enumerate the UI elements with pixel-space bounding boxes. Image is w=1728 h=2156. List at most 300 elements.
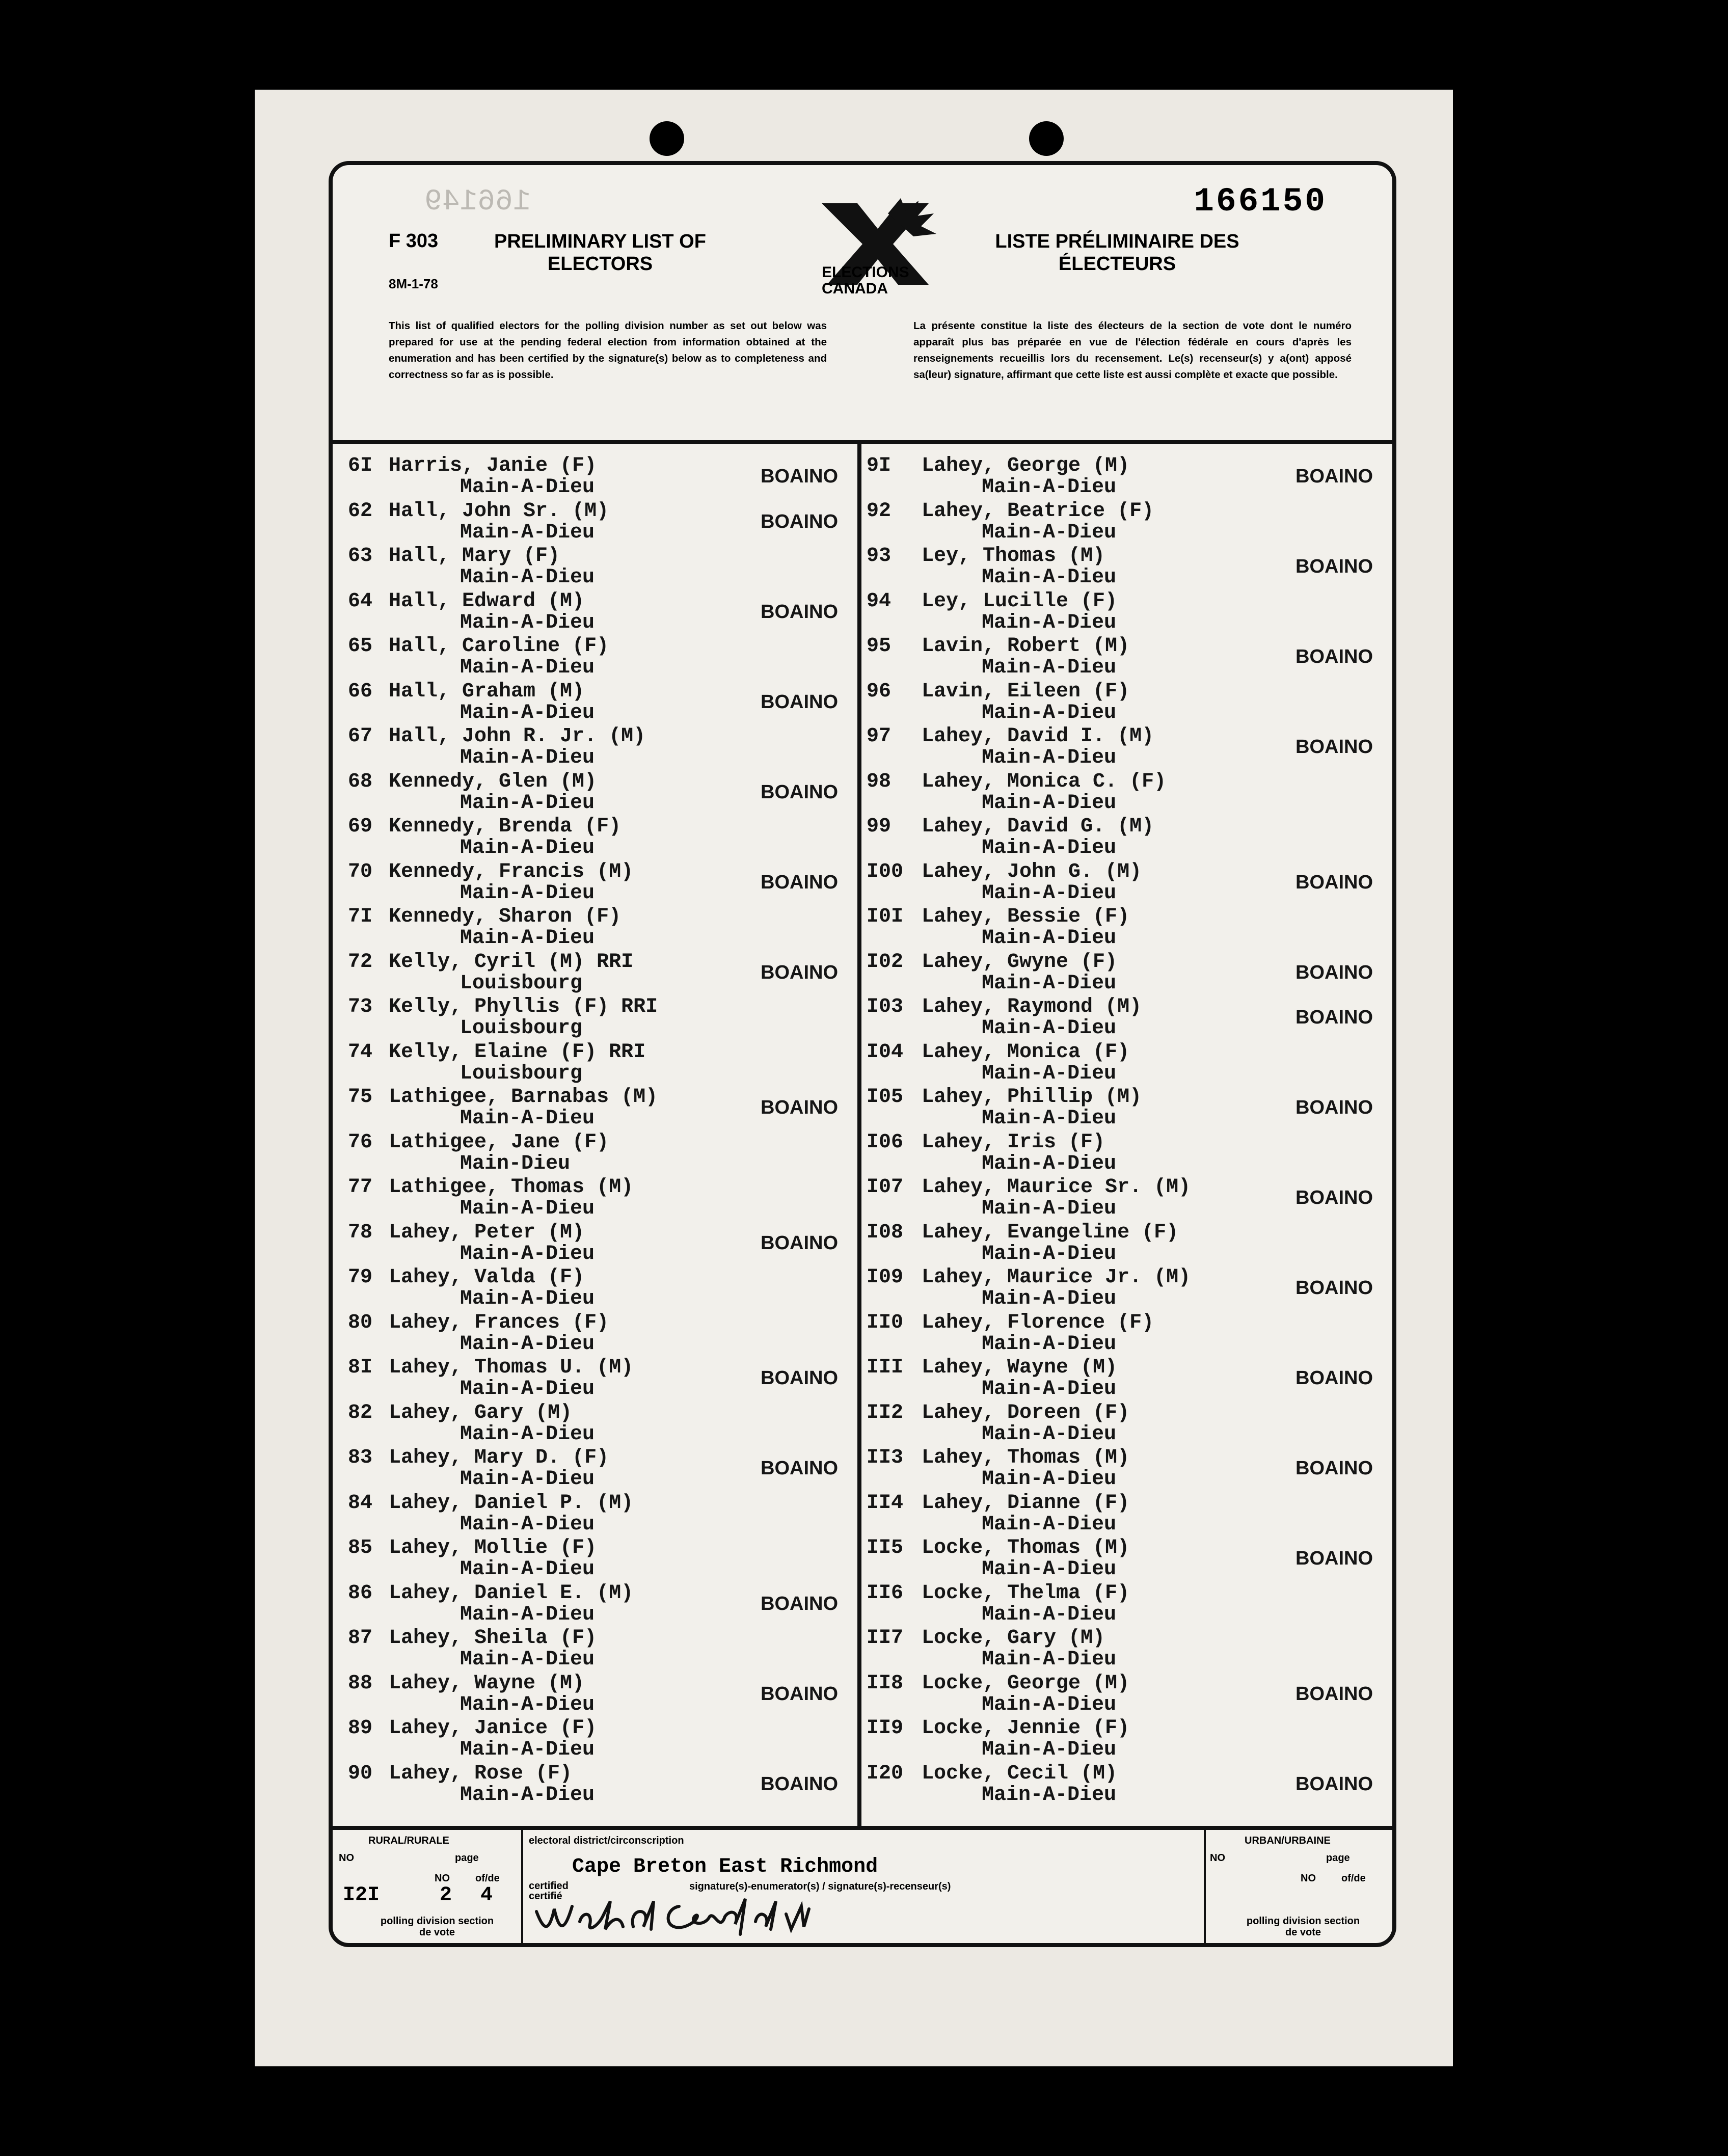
elector-name: Lahey, Thomas (M) [922, 1446, 1130, 1469]
certified-label: certified certifié [529, 1880, 569, 1902]
polling-division-label: polling division section de vote [380, 1916, 494, 1938]
elector-row [861, 769, 1392, 814]
page-total: 4 [480, 1884, 493, 1907]
elector-number: I05 [867, 1086, 904, 1109]
elector-address: Main-A-Dieu [460, 837, 595, 859]
elector-name: Lahey, David I. (M) [922, 725, 1154, 748]
elector-address: Main-A-Dieu [460, 521, 595, 544]
elector-name: Lahey, Beatrice (F) [922, 499, 1154, 523]
elector-code: BOAINO [761, 1097, 838, 1118]
elector-row [333, 724, 857, 769]
elector-row [861, 1040, 1392, 1085]
logo-text: ELECTIONS CANADA [822, 264, 909, 297]
elector-name: Lahey, Phillip (M) [922, 1086, 1142, 1109]
rural-page-no-label: NO [435, 1873, 450, 1884]
elector-row [333, 1761, 857, 1806]
urban-page-no-label: NO [1301, 1873, 1316, 1884]
elector-code: BOAINO [761, 871, 838, 893]
elector-name: Lahey, Dianne (F) [922, 1491, 1130, 1515]
form-date: 8M-1-78 [389, 276, 438, 291]
urban-label: URBAN/URBAINE [1245, 1835, 1331, 1846]
elector-address: Main-A-Dieu [982, 1197, 1117, 1220]
elector-address: Main-A-Dieu [460, 1603, 595, 1626]
elector-name: Lahey, Wayne (M) [389, 1672, 585, 1695]
elector-row [333, 769, 857, 814]
elector-number: 64 [348, 589, 373, 613]
elector-name: Kelly, Cyril (M) RRI [389, 950, 634, 974]
elector-name: Lavin, Robert (M) [922, 635, 1130, 658]
form-header [333, 165, 1392, 444]
elector-number: II7 [867, 1627, 904, 1650]
elector-code: BOAINO [1295, 1458, 1373, 1479]
elector-name: Lahey, Florence (F) [922, 1311, 1154, 1334]
elector-number: 94 [867, 589, 892, 613]
elector-number: 93 [867, 545, 892, 568]
elector-number: 63 [348, 545, 373, 568]
elector-number: III [867, 1356, 904, 1379]
elector-name: Lahey, Janice (F) [389, 1717, 597, 1740]
elector-name: Lahey, Evangeline (F) [922, 1221, 1179, 1244]
elector-name: Lahey, Monica (F) [922, 1040, 1130, 1064]
document-sheet [255, 90, 1453, 2066]
elector-number: II5 [867, 1537, 904, 1559]
elector-name: Hall, Mary (F) [389, 545, 560, 568]
elector-name: Kennedy, Glen (M) [389, 770, 597, 793]
serial-number: 166150 [1194, 182, 1327, 221]
elector-name: Lathigee, Thomas (M) [389, 1176, 634, 1199]
note-french: La présente constitue la liste des électeurs de la section de vote dont le numéro apparaît plus bas préparée en vue de l'élection fédérale en cours d'après les renseignements recueillis lors du recensement. Le(s) recenseur(s) y a(ont) apposé sa(leur) signature, affirmant que cette liste est aussi complète et exacte que possible. [913, 320, 1352, 381]
elector-address: Main-A-Dieu [460, 1422, 595, 1446]
elector-number: 84 [348, 1491, 373, 1515]
elector-code: BOAINO [1295, 1097, 1373, 1118]
elector-number: 74 [348, 1040, 373, 1064]
elector-row [861, 589, 1392, 634]
elector-address: Main-A-Dieu [982, 1332, 1117, 1356]
elector-address: Main-A-Dieu [982, 701, 1117, 724]
elector-name: Locke, Thomas (M) [922, 1537, 1130, 1559]
elector-row [333, 453, 857, 498]
elector-name: Lahey, Iris (F) [922, 1130, 1105, 1154]
elector-address: Main-A-Dieu [460, 927, 595, 950]
elector-address: Main-A-Dieu [982, 656, 1117, 679]
rural-of-label: of/de [475, 1873, 500, 1884]
elector-row [333, 1400, 857, 1445]
elector-address: Louisbourg [460, 1062, 583, 1085]
elector-row [333, 859, 857, 904]
elector-address: Main-A-Dieu [982, 791, 1117, 815]
elector-row [333, 544, 857, 588]
elector-address: Main-A-Dieu [982, 1422, 1117, 1446]
elector-name: Locke, Cecil (M) [922, 1762, 1118, 1785]
elector-number: I02 [867, 950, 904, 974]
elector-code: BOAINO [761, 1367, 838, 1389]
elector-row [861, 950, 1392, 994]
elector-row [861, 453, 1392, 498]
elector-code: BOAINO [1295, 736, 1373, 758]
elector-row [333, 1626, 857, 1670]
elector-row [861, 1491, 1392, 1535]
elector-row [861, 1130, 1392, 1175]
elector-row [333, 1445, 857, 1490]
elector-row [333, 589, 857, 634]
elector-address: Main-A-Dieu [982, 881, 1117, 905]
elector-name: Hall, Caroline (F) [389, 635, 609, 658]
elector-name: Lahey, Wayne (M) [922, 1356, 1118, 1379]
elector-number: 83 [348, 1446, 373, 1469]
elector-code: BOAINO [761, 781, 838, 803]
elector-number: II2 [867, 1401, 904, 1424]
elector-address: Louisbourg [460, 1017, 583, 1040]
urban-of-label: of/de [1341, 1873, 1366, 1884]
elector-number: 8I [348, 1356, 373, 1379]
elector-number: 97 [867, 725, 892, 748]
elector-address: Main-A-Dieu [460, 1558, 595, 1581]
elector-number: 79 [348, 1266, 373, 1289]
elector-number: 98 [867, 770, 892, 793]
elector-name: Lahey, Mollie (F) [389, 1537, 597, 1559]
elector-row [861, 1671, 1392, 1716]
elector-number: 66 [348, 680, 373, 703]
elector-address: Main-A-Dieu [460, 791, 595, 815]
elector-number: 69 [348, 815, 373, 838]
elector-address: Main-A-Dieu [982, 1738, 1117, 1761]
elector-name: Kennedy, Brenda (F) [389, 815, 622, 838]
elector-address: Main-A-Dieu [460, 1693, 595, 1716]
elector-name: Kelly, Elaine (F) RRI [389, 1040, 646, 1064]
elector-name: Lahey, Gary (M) [389, 1401, 573, 1424]
elector-number: 67 [348, 725, 373, 748]
elector-name: Ley, Lucille (F) [922, 589, 1118, 613]
urban-no-label: NO [1210, 1852, 1225, 1864]
elector-code: BOAINO [1295, 556, 1373, 577]
elector-row [861, 544, 1392, 588]
elector-name: Lahey, Thomas U. (M) [389, 1356, 634, 1379]
elector-row [861, 1265, 1392, 1310]
elector-name: Kelly, Phyllis (F) RRI [389, 995, 658, 1018]
elector-row [861, 499, 1392, 544]
elector-code: BOAINO [761, 1232, 838, 1254]
elector-address: Main-A-Dieu [460, 746, 595, 769]
elector-row [333, 1535, 857, 1580]
district-label: electoral district/circonscription [529, 1835, 684, 1846]
elector-number: I08 [867, 1221, 904, 1244]
elector-number: I04 [867, 1040, 904, 1064]
electors-column-left [333, 444, 861, 1826]
elector-code: BOAINO [761, 961, 838, 983]
elector-address: Main-A-Dieu [460, 1648, 595, 1671]
elector-code: BOAINO [761, 466, 838, 487]
elector-code: BOAINO [1295, 1007, 1373, 1028]
elector-name: Locke, Jennie (F) [922, 1717, 1130, 1740]
elector-number: 73 [348, 995, 373, 1018]
elector-address: Main-A-Dieu [982, 927, 1117, 950]
elector-address: Main-A-Dieu [982, 1152, 1117, 1175]
elector-name: Hall, John Sr. (M) [389, 499, 609, 523]
elector-name: Lahey, Sheila (F) [389, 1627, 597, 1650]
elector-number: II4 [867, 1491, 904, 1515]
elector-row [333, 1491, 857, 1535]
elector-address: Main-A-Dieu [460, 566, 595, 589]
elector-row [333, 1175, 857, 1220]
elector-number: I00 [867, 860, 904, 883]
title-english: PRELIMINARY LIST OF ELECTORS [494, 231, 706, 275]
electors-column-right [861, 444, 1392, 1826]
elector-row [333, 1671, 857, 1716]
elector-row [861, 1581, 1392, 1626]
elector-row [333, 679, 857, 724]
elector-number: 72 [348, 950, 373, 974]
elector-number: 9I [867, 454, 892, 477]
elector-name: Locke, George (M) [922, 1672, 1130, 1695]
elector-row [333, 1265, 857, 1310]
elector-number: 87 [348, 1627, 373, 1650]
elector-row [861, 1355, 1392, 1400]
punch-hole-left [650, 121, 684, 156]
elector-number: 6I [348, 454, 373, 477]
elector-name: Lathigee, Barnabas (M) [389, 1086, 658, 1109]
elector-code: BOAINO [1295, 871, 1373, 893]
elector-name: Lahey, Maurice Jr. (M) [922, 1266, 1191, 1289]
elector-address: Main-A-Dieu [982, 1783, 1117, 1807]
rural-label: RURAL/RURALE [368, 1835, 449, 1846]
punch-hole-right [1029, 121, 1064, 156]
elector-row [333, 1085, 857, 1129]
elector-name: Lahey, Gwyne (F) [922, 950, 1118, 974]
elector-name: Lavin, Eileen (F) [922, 680, 1130, 703]
elector-address: Main-A-Dieu [460, 1107, 595, 1130]
elector-number: 7I [348, 905, 373, 928]
elector-row [861, 904, 1392, 949]
elector-row [861, 724, 1392, 769]
elector-address: Main-A-Dieu [982, 746, 1117, 769]
form-number: F 303 [389, 230, 439, 252]
elector-number: 65 [348, 635, 373, 658]
enumerator-signature [531, 1896, 857, 1937]
elector-name: Ley, Thomas (M) [922, 545, 1105, 568]
elector-address: Main-A-Dieu [982, 1468, 1117, 1491]
elector-name: Lahey, John G. (M) [922, 860, 1142, 883]
elector-address: Main-A-Dieu [982, 611, 1117, 634]
elector-address: Main-A-Dieu [982, 972, 1117, 995]
elector-number: I07 [867, 1176, 904, 1199]
elector-name: Lahey, Bessie (F) [922, 905, 1130, 928]
elector-code: BOAINO [1295, 1187, 1373, 1208]
elector-address: Main-A-Dieu [982, 1378, 1117, 1400]
elector-number: 99 [867, 815, 892, 838]
elector-address: Louisbourg [460, 972, 583, 995]
elector-row [333, 950, 857, 994]
elector-address: Main-A-Dieu [982, 1513, 1117, 1536]
elector-code: BOAINO [761, 1458, 838, 1479]
elector-address: Main-A-Dieu [982, 1287, 1117, 1310]
urban-page-label: page [1326, 1852, 1350, 1864]
elector-row [861, 1761, 1392, 1806]
elector-row [861, 859, 1392, 904]
title-french: LISTE PRÉLIMINAIRE DES ÉLECTEURS [995, 231, 1239, 275]
elector-number: 86 [348, 1581, 373, 1605]
elector-code: BOAINO [761, 601, 838, 623]
elector-number: 82 [348, 1401, 373, 1424]
elector-row [861, 679, 1392, 724]
elector-code: BOAINO [1295, 1277, 1373, 1299]
elector-row [861, 1535, 1392, 1580]
elector-row [333, 1355, 857, 1400]
elector-address: Main-A-Dieu [460, 1287, 595, 1310]
elector-number: 68 [348, 770, 373, 793]
elector-number: 95 [867, 635, 892, 658]
elector-address: Main-A-Dieu [982, 837, 1117, 859]
elector-number: 76 [348, 1130, 373, 1154]
elector-row [861, 1220, 1392, 1265]
elector-name: Lahey, Raymond (M) [922, 995, 1142, 1018]
elector-address: Main-A-Dieu [460, 701, 595, 724]
elector-address: Main-A-Dieu [982, 1107, 1117, 1130]
elector-address: Main-A-Dieu [460, 656, 595, 679]
elector-row [861, 1445, 1392, 1490]
elector-name: Hall, Graham (M) [389, 680, 585, 703]
urban-polling-division-label: polling division section de vote [1246, 1916, 1360, 1938]
elector-address: Main-A-Dieu [982, 566, 1117, 589]
elector-code: BOAINO [1295, 1773, 1373, 1795]
elector-number: II9 [867, 1717, 904, 1740]
elector-address: Main-A-Dieu [460, 1378, 595, 1400]
elector-number: 90 [348, 1762, 373, 1785]
elector-row [861, 1310, 1392, 1355]
elector-name: Hall, John R. Jr. (M) [389, 725, 646, 748]
elector-code: BOAINO [1295, 466, 1373, 487]
elector-row [333, 1130, 857, 1175]
elector-code: BOAINO [761, 1593, 838, 1614]
rural-no-label: NO [339, 1852, 354, 1864]
elector-row [861, 634, 1392, 679]
elector-number: 88 [348, 1672, 373, 1695]
elector-row [861, 1175, 1392, 1220]
elector-row [861, 1716, 1392, 1761]
elector-code: BOAINO [1295, 1548, 1373, 1569]
elector-address: Main-A-Dieu [982, 1603, 1117, 1626]
elector-row [861, 814, 1392, 859]
elector-number: II3 [867, 1446, 904, 1469]
elector-row [333, 1581, 857, 1626]
bleed-through-serial: 166149 [424, 185, 531, 219]
page-number: 2 [440, 1884, 452, 1907]
elector-address: Main-A-Dieu [982, 1017, 1117, 1040]
elector-address: Main-A-Dieu [982, 1648, 1117, 1671]
elector-number: 62 [348, 499, 373, 523]
elector-name: Harris, Janie (F) [389, 454, 597, 477]
elector-address: Main-A-Dieu [982, 476, 1117, 499]
elector-address: Main-A-Dieu [982, 1558, 1117, 1581]
elector-address: Main-A-Dieu [460, 611, 595, 634]
elector-number: I03 [867, 995, 904, 1018]
elector-name: Lahey, Valda (F) [389, 1266, 585, 1289]
elector-name: Lahey, Daniel P. (M) [389, 1491, 634, 1515]
elector-row [333, 1716, 857, 1761]
elector-address: Main-A-Dieu [982, 521, 1117, 544]
elector-address: Main-A-Dieu [460, 1513, 595, 1536]
elector-name: Lahey, Monica C. (F) [922, 770, 1167, 793]
elector-code: BOAINO [1295, 961, 1373, 983]
elector-name: Lahey, Peter (M) [389, 1221, 585, 1244]
form-footer [333, 1826, 1392, 1947]
elector-address: Main-A-Dieu [460, 476, 595, 499]
elector-number: 96 [867, 680, 892, 703]
elector-number: II8 [867, 1672, 904, 1695]
elector-row [333, 904, 857, 949]
elector-name: Kennedy, Francis (M) [389, 860, 634, 883]
elector-code: BOAINO [761, 1683, 838, 1705]
elector-name: Lahey, Mary D. (F) [389, 1446, 609, 1469]
elector-number: 77 [348, 1176, 373, 1199]
electors-form [329, 161, 1396, 1947]
elector-name: Lahey, Doreen (F) [922, 1401, 1130, 1424]
elector-row [861, 994, 1392, 1039]
elector-number: 70 [348, 860, 373, 883]
elector-number: II0 [867, 1311, 904, 1334]
elector-address: Main-Dieu [460, 1152, 571, 1175]
elector-code: BOAINO [761, 510, 838, 532]
signature-label: signature(s)-enumerator(s) / signature(s)-recenseur(s) [689, 1881, 951, 1892]
elector-code: BOAINO [761, 1773, 838, 1795]
elector-number: II6 [867, 1581, 904, 1605]
electoral-district: Cape Breton East Richmond [572, 1855, 878, 1878]
elector-row [861, 1085, 1392, 1129]
elector-name: Lahey, Maurice Sr. (M) [922, 1176, 1191, 1199]
elector-number: 89 [348, 1717, 373, 1740]
elector-number: I0I [867, 905, 904, 928]
elector-number: I09 [867, 1266, 904, 1289]
elector-address: Main-A-Dieu [982, 1062, 1117, 1085]
elector-name: Lahey, Rose (F) [389, 1762, 573, 1785]
elector-code: BOAINO [1295, 646, 1373, 667]
elector-row [333, 634, 857, 679]
elector-number: I06 [867, 1130, 904, 1154]
elector-number: 80 [348, 1311, 373, 1334]
note-english: This list of qualified electors for the polling division number as set out below was prepared for use at the pending federal election from information obtained at the enumeration and has been certified by the signature(s) below as to completeness and correctness so far as is possible. [389, 320, 827, 381]
elector-address: Main-A-Dieu [982, 1242, 1117, 1265]
elector-name: Lahey, George (M) [922, 454, 1130, 477]
elector-row [333, 1310, 857, 1355]
elector-number: 75 [348, 1086, 373, 1109]
elector-row [861, 1626, 1392, 1670]
elector-address: Main-A-Dieu [460, 1242, 595, 1265]
elector-name: Kennedy, Sharon (F) [389, 905, 622, 928]
elector-address: Main-A-Dieu [982, 1693, 1117, 1716]
elector-row [333, 1220, 857, 1265]
elector-name: Lahey, Frances (F) [389, 1311, 609, 1334]
elector-number: 85 [348, 1537, 373, 1559]
elector-address: Main-A-Dieu [460, 881, 595, 905]
elector-address: Main-A-Dieu [460, 1468, 595, 1491]
elector-code: BOAINO [761, 691, 838, 713]
elector-row [333, 1040, 857, 1085]
elector-name: Locke, Gary (M) [922, 1627, 1105, 1650]
rural-page-label: page [455, 1852, 479, 1864]
elector-name: Lathigee, Jane (F) [389, 1130, 609, 1154]
elector-row [333, 499, 857, 544]
elector-number: I20 [867, 1762, 904, 1785]
elector-address: Main-A-Dieu [460, 1783, 595, 1807]
elector-address: Main-A-Dieu [460, 1197, 595, 1220]
polling-division-number: I2I [343, 1884, 380, 1907]
elector-number: 78 [348, 1221, 373, 1244]
elector-code: BOAINO [1295, 1683, 1373, 1705]
elector-address: Main-A-Dieu [460, 1332, 595, 1356]
elector-name: Lahey, Daniel E. (M) [389, 1581, 634, 1605]
elector-row [333, 994, 857, 1039]
elector-name: Locke, Thelma (F) [922, 1581, 1130, 1605]
elector-code: BOAINO [1295, 1367, 1373, 1389]
